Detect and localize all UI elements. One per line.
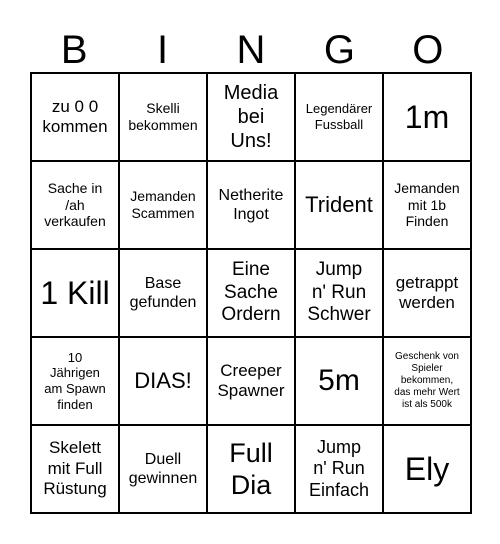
bingo-cell[interactable]: 10 Jährigen am Spawn finden <box>31 337 119 425</box>
header-letter-n: N <box>236 28 266 72</box>
header-letter-g: G <box>323 28 355 72</box>
bingo-cell[interactable]: Base gefunden <box>119 249 207 337</box>
bingo-cell[interactable]: Full Dia <box>207 425 295 513</box>
header-letter-o: O <box>412 28 444 72</box>
bingo-cell[interactable]: Creeper Spawner <box>207 337 295 425</box>
header-letter-i: I <box>157 28 169 72</box>
bingo-cell[interactable]: Geschenk von Spieler bekommen, das mehr Wert ist als 500k <box>383 337 471 425</box>
bingo-cell[interactable]: Jump n' Run Einfach <box>295 425 383 513</box>
bingo-cell[interactable]: Netherite Ingot <box>207 161 295 249</box>
bingo-cell[interactable]: Duell gewinnen <box>119 425 207 513</box>
bingo-cell[interactable]: Jemanden mit 1b Finden <box>383 161 471 249</box>
bingo-cell[interactable]: DIAS! <box>119 337 207 425</box>
bingo-cell[interactable]: zu 0 0 kommen <box>31 73 119 161</box>
bingo-cell[interactable]: 1m <box>383 73 471 161</box>
bingo-cell[interactable]: Ely <box>383 425 471 513</box>
bingo-grid <box>30 72 472 514</box>
bingo-cell[interactable]: Jemanden Scammen <box>119 161 207 249</box>
bingo-cell[interactable]: Skelett mit Full Rüstung <box>31 425 119 513</box>
bingo-cell[interactable]: Jump n' Run Schwer <box>295 249 383 337</box>
header-letter-b: B <box>60 28 88 72</box>
bingo-cell[interactable]: Skelli bekommen <box>119 73 207 161</box>
bingo-cell[interactable]: 5m <box>295 337 383 425</box>
bingo-cell[interactable]: Eine Sache Ordern <box>207 249 295 337</box>
bingo-cell[interactable]: Media bei Uns! <box>207 73 295 161</box>
bingo-cell[interactable]: Sache in /ah verkaufen <box>31 161 119 249</box>
bingo-cell[interactable]: Trident <box>295 161 383 249</box>
bingo-header <box>30 28 472 72</box>
bingo-cell[interactable]: getrappt werden <box>383 249 471 337</box>
bingo-cell[interactable]: Legendärer Fussball <box>295 73 383 161</box>
bingo-cell[interactable]: 1 Kill <box>31 249 119 337</box>
